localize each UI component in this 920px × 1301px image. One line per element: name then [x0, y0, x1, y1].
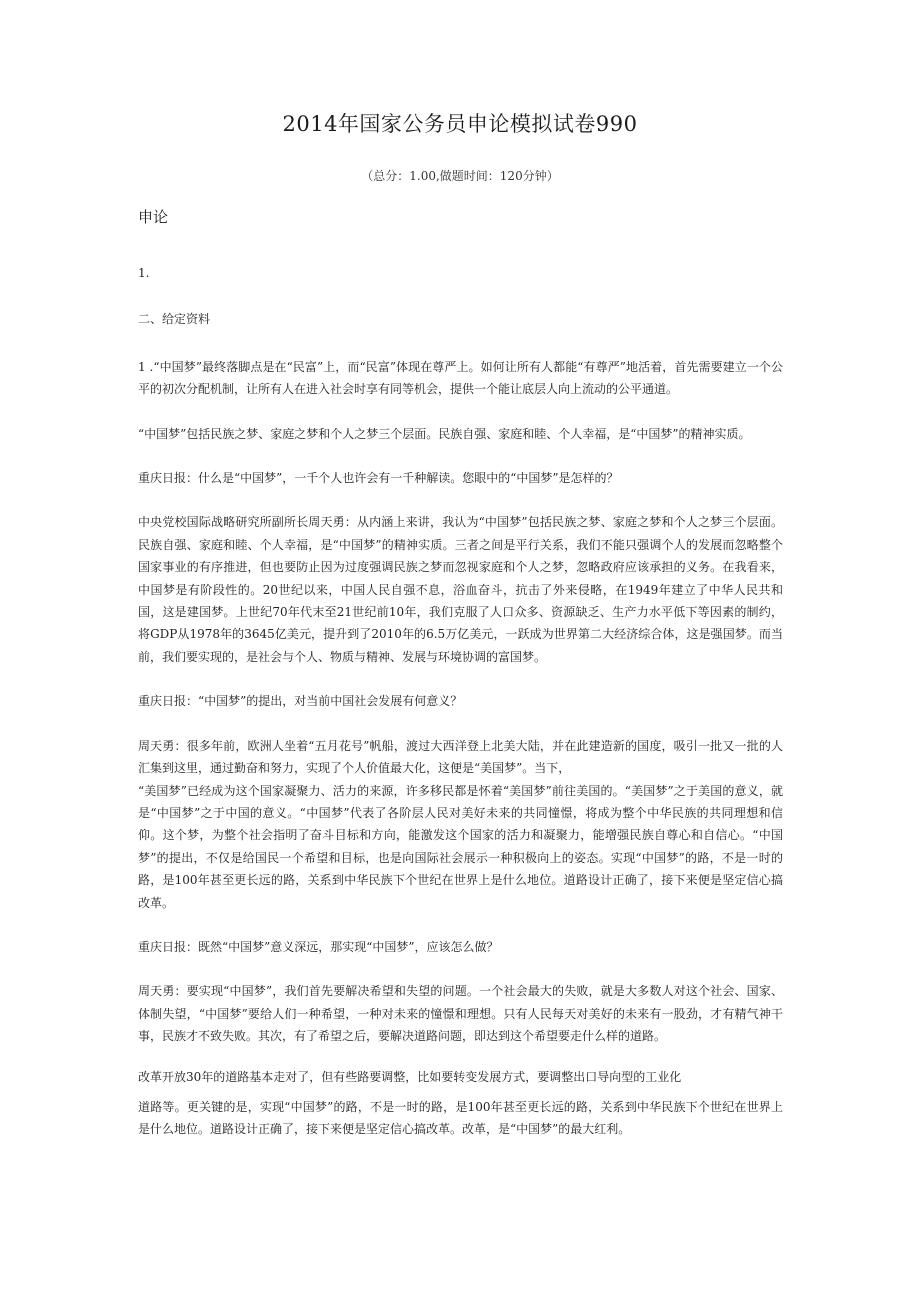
- paragraph: 重庆日报：“中国梦”的提出，对当前中国社会发展有何意义？: [138, 694, 463, 709]
- exam-meta: （总分：1.00,做题时间：120分钟）: [361, 169, 559, 183]
- subheading: 二、给定资料: [138, 312, 211, 327]
- paragraph: 周天勇：要实现“中国梦”，我们首先要解决希望和失望的问题。一个社会最大的失败，就是大多数人对这个社会、国家、体制失望，“中国梦”要给人们一种希望，一种对未来的憧憬和理想。只有人民每天对美好的未来有一股劲，才有精气神干事，民族才不致失败。其次，有了希望之后，要解决道路问题，即达到这个希望要走什么样的道路。: [138, 984, 783, 1044]
- paragraph: 周天勇：很多年前，欧洲人坐着“五月花号”帆船，渡过大西洋登上北美大陆，并在此建造新的国度，吸引一批又一批的人汇集到这里，通过勤奋和努力，实现了个人价值最大化，这便是“美国梦”。当下，: [138, 738, 783, 776]
- paragraph: 改革开放30年的道路基本走对了，但有些路要调整，比如要转变发展方式，要调整出口导向型的工业化: [138, 1069, 682, 1084]
- question-number: 1.: [138, 266, 150, 280]
- paragraph: 中央党校国际战略研究所副所长周天勇：从内涵上来讲，我认为“中国梦”包括民族之梦、家庭之梦和个人之梦三个层面。民族自强、家庭和睦、个人幸福，是“中国梦”的精神实质。三者之间是平行关系，我们不能只强调个人的发展而忽略整个国家事业的有序推进，但也要防止因为过度强调民族之梦而忽视家庭和个人之梦，忽略政府应该承担的义务。在我看来，中国梦是有阶段性的。20世纪以来，中国人民自强不息，浴血奋斗，抗击了外来侵略，在1949年建立了中华人民共和国，这是建国梦。上世纪70年代末至21世纪前10年，我们克服了人口众多、资源缺乏、生产力水平低下等因素的制约，将GDP从1978年的3645亿美元，提升到了2010年的6.5万亿美元，一跃成为世界第二大经济综合体，这是强国梦。而当前，我们要实现的，是社会与个人、物质与精神、发展与环境协调的富国梦。: [138, 515, 783, 664]
- paragraph: 道路等。更关键的是，实现“中国梦”的路，不是一时的路，是100年甚至更长远的路，关系到中华民族下个世纪在世界上是什么地位。道路设计正确了，接下来便是坚定信心搞改革。改革，是“中国梦”的最大红利。: [138, 1099, 783, 1137]
- page-title: 2014年国家公务员申论模拟试卷990: [282, 112, 638, 136]
- paragraph: “中国梦”包括民族之梦、家庭之梦和个人之梦三个层面。民族自强、家庭和睦、个人幸福，是“中国梦”的精神实质。: [138, 426, 751, 441]
- paragraph: 1 .“中国梦”最终落脚点是在“民富”上，而“民富”体现在尊严上。如何让所有人都能“有尊严”地活着，首先需要建立一个公平的初次分配机制，让所有人在进入社会时享有同等机会，提供一个能让底层人向上流动的公平通道。: [138, 359, 783, 397]
- paragraph: “美国梦”已经成为这个国家凝聚力、活力的来源，许多移民都是怀着“美国梦”前往美国的。“美国梦”之于美国的意义，就是“中国梦”之于中国的意义。“中国梦”代表了各阶层人民对美好未来的共同憧憬，将成为整个中华民族的共同理想和信仰。这个梦，为整个社会指明了奋斗目标和方向，能激发这个国家的活力和凝聚力，能增强民族自尊心和自信心。“中国梦”的提出，不仅是给国民一个希望和目标，也是向国际社会展示一种积极向上的姿态。实现“中国梦”的路，不是一时的路，是100年甚至更长远的路，关系到中华民族下个世纪在世界上是什么地位。道路设计正确了，接下来便是坚定信心搞改革。: [138, 783, 783, 910]
- section-heading: 申论: [138, 208, 169, 226]
- paragraph: 重庆日报：既然“中国梦”意义深远，那实现“中国梦”，应该怎么做？: [138, 939, 499, 954]
- paragraph: 重庆日报：什么是“中国梦”，一千个人也许会有一千种解读。您眼中的“中国梦”是怎样的？: [138, 471, 619, 486]
- document-body: [138, 262, 783, 1141]
